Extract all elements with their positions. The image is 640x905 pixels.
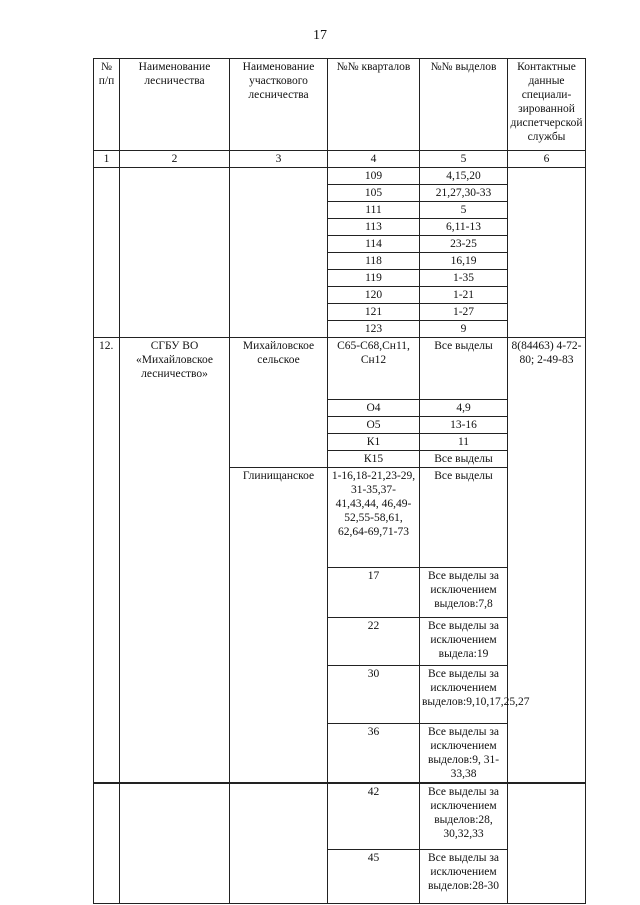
forestry-name: СГБУ ВО «Михайловское лесничество» [120, 338, 230, 784]
column-number: 3 [230, 151, 328, 168]
column-number: 4 [328, 151, 420, 168]
header-cell: № п/п [94, 59, 120, 151]
num-cell [94, 168, 120, 338]
quarter-cell: 36 [328, 724, 420, 784]
entry-number: 12. [94, 338, 120, 784]
district-cell [230, 168, 328, 338]
quarter-cell: 109 [328, 168, 420, 185]
num-cell [94, 783, 120, 903]
quarter-cell: 118 [328, 253, 420, 270]
plots-cell: Все выделы [420, 468, 508, 568]
table-row [94, 783, 586, 849]
quarter-cell: 111 [328, 202, 420, 219]
plots-cell: 16,19 [420, 253, 508, 270]
plots-cell: 6,11-13 [420, 219, 508, 236]
quarter-cell: 120 [328, 287, 420, 304]
quarter-cell: 121 [328, 304, 420, 321]
column-number: 6 [508, 151, 586, 168]
column-number-row [94, 151, 586, 168]
column-number: 5 [420, 151, 508, 168]
plots-cell: Все выделы за исключением выдела:19 [420, 618, 508, 666]
column-number: 2 [120, 151, 230, 168]
contacts-cell [508, 783, 586, 903]
district-cell [230, 783, 328, 903]
table-row [94, 168, 586, 185]
plots-cell: 23-25 [420, 236, 508, 253]
header-cell: №№ выделов [420, 59, 508, 151]
header-row [94, 59, 586, 151]
quarter-cell: К1 [328, 434, 420, 451]
forestry-cell [120, 783, 230, 903]
plots-cell: Все выделы за исключением выделов:9, 31-33,38 [420, 724, 508, 784]
quarter-cell: 42 [328, 783, 420, 849]
forestry-cell [120, 168, 230, 338]
header-cell: Контактные данные специали-зированной диспетчерской службы [508, 59, 586, 151]
plots-cell: Все выделы за исключением выделов:28-30 [420, 849, 508, 903]
quarter-cell: О5 [328, 417, 420, 434]
plots-cell: Все выделы за исключением выделов:9,10,17,25,27 [420, 666, 508, 724]
district-name: Глинищанское [230, 468, 328, 784]
contacts: 8(84463) 4-72-80; 2-49-83 [508, 338, 586, 784]
plots-cell: 1-21 [420, 287, 508, 304]
plots-cell: 4,15,20 [420, 168, 508, 185]
quarter-cell: 1-16,18-21,23-29, 31-35,37-41,43,44, 46,49-52,55-58,61, 62,64-69,71-73 [328, 468, 420, 568]
plots-cell: 21,27,30-33 [420, 185, 508, 202]
quarter-cell: 119 [328, 270, 420, 287]
plots-cell: Все выделы за исключением выделов:7,8 [420, 568, 508, 618]
district-name: Михайловское сельское [230, 338, 328, 468]
quarter-cell: 114 [328, 236, 420, 253]
plots-cell: 1-27 [420, 304, 508, 321]
quarter-cell: С65-С68,Сн11, Сн12 [328, 338, 420, 400]
quarter-cell: 45 [328, 849, 420, 903]
plots-cell: Все выделы [420, 338, 508, 400]
header-cell: №№ кварталов [328, 59, 420, 151]
plots-cell: 13-16 [420, 417, 508, 434]
quarter-cell: 113 [328, 219, 420, 236]
quarter-cell: 30 [328, 666, 420, 724]
quarter-cell: 22 [328, 618, 420, 666]
plots-cell: 1-35 [420, 270, 508, 287]
plots-cell: 4,9 [420, 400, 508, 417]
header-cell: Наименование лесничества [120, 59, 230, 151]
plots-cell: 11 [420, 434, 508, 451]
plots-cell: Все выделы за исключением выделов:28, 30,32,33 [420, 783, 508, 849]
contacts-cell [508, 168, 586, 338]
plots-cell: 9 [420, 321, 508, 338]
header-cell: Наименование участкового лесничества [230, 59, 328, 151]
page-number: 17 [313, 28, 327, 43]
column-number: 1 [94, 151, 120, 168]
quarter-cell: 123 [328, 321, 420, 338]
forestry-table [93, 58, 586, 904]
plots-cell: Все выделы [420, 451, 508, 468]
quarter-cell: 105 [328, 185, 420, 202]
quarter-cell: О4 [328, 400, 420, 417]
quarter-cell: 17 [328, 568, 420, 618]
table-row [94, 338, 586, 400]
quarter-cell: К15 [328, 451, 420, 468]
plots-cell: 5 [420, 202, 508, 219]
